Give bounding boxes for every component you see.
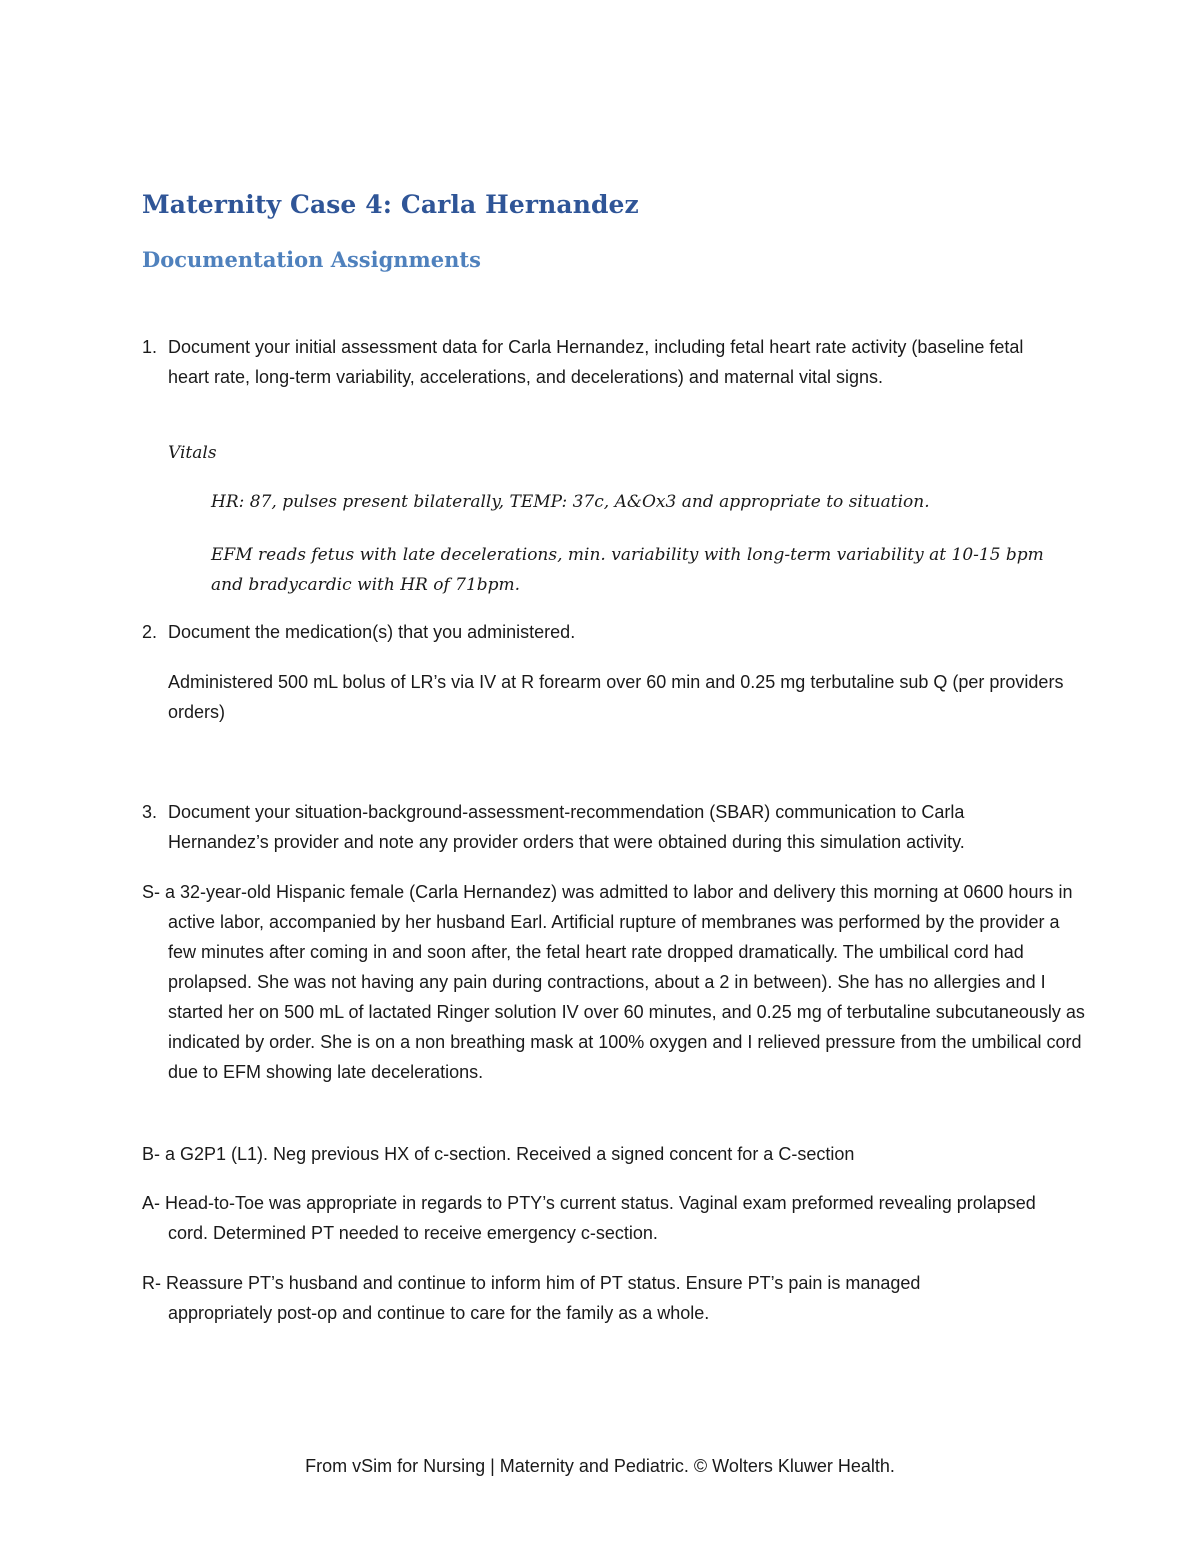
sbar-assessment: A- Head-to-Toe was appropriate in regards to PTY’s current status. Vaginal exam preformed revealing prolapsed cord. Determined PT needed to receive emergency c-section. [142, 1193, 1036, 1243]
section-subtitle: Documentation Assignments [142, 247, 481, 272]
sbar-situation: S- a 32-year-old Hispanic female (Carla Hernandez) was admitted to labor and delivery this morning at 0600 hours in active labor, accompanied by her husband Earl. Artificial rupture of membranes was performed by the provider a few minutes after coming in and soon after, the fetal heart rate dropped dramatically. The umbilical cord had prolapsed. She was not having any pain during contractions, about a 2 in between). She has no allergies and I started her on 500 mL of lactated Ringer solution IV over 60 minutes, and 0.25 mg of terbutaline subcutaneously as indicated by order. She is on a non breathing mask at 100% oxygen and I relieved pressure from the umbilical cord due to EFM showing late decelerations. [142, 882, 1085, 1082]
item-2-number: 2. [142, 622, 158, 642]
sbar-background: B- a G2P1 (L1). Neg previous HX of c-section. Received a signed concent for a C-section [142, 1144, 855, 1164]
item-1-number: 1. [142, 337, 158, 357]
vitals-line-2: EFM reads fetus with late decelerations, min. variability with long-term variability at 10-15 bpm and bradycardic with HR of 71bpm. [211, 545, 1044, 595]
item-2-prompt: Document the medication(s) that you administered. [168, 622, 576, 642]
item-1-prompt: Document your initial assessment data for Carla Hernandez, including fetal heart rate activity (baseline fetal heart rate, long-term variability, accelerations, and decelerations) and maternal vital signs. [168, 337, 1024, 387]
item-3-number: 3. [142, 802, 158, 822]
page-title: Maternity Case 4: Carla Hernandez [142, 190, 639, 219]
item-2-answer: Administered 500 mL bolus of LR’s via IV at R forearm over 60 min and 0.25 mg terbutaline sub Q (per providers orders) [168, 672, 1064, 722]
item-3-prompt: Document your situation-background-assessment-recommendation (SBAR) communication to Carla Hernandez’s provider and note any provider orders that were obtained during this simulation activity. [168, 802, 965, 852]
sbar-recommendation: R- Reassure PT’s husband and continue to inform him of PT status. Ensure PT’s pain is managed appropriately post-op and continue to care for the family as a whole. [142, 1273, 921, 1323]
vitals-line-1: HR: 87, pulses present bilaterally, TEMP: 37c, A&Ox3 and appropriate to situation. [211, 492, 930, 512]
page-footer: From vSim for Nursing | Maternity and Pediatric. © Wolters Kluwer Health. [305, 1456, 895, 1476]
vitals-label: Vitals [168, 443, 217, 463]
